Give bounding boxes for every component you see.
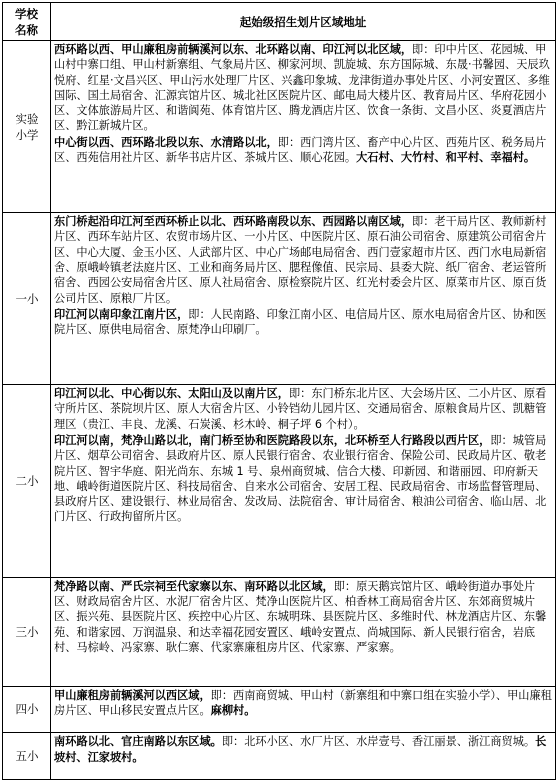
row-experimental-school [3,41,556,213]
school-zone-table [2,2,556,780]
zone-boundary: 中心街以西、西环路北段以东、水清路以北， [54,135,278,149]
header-row [3,3,556,41]
zone-boundary: 南环路以北、官庄南路以东区域。 [54,735,222,749]
zone-paragraph [54,135,553,166]
zone-description [51,41,556,213]
zone-paragraph [54,42,553,134]
zone-areas: 即：西南商贸城、甲山村（新寨组和中寨口组在实验小学）、甲山廉租房片区、甲山移民安置点片区。 [54,688,552,717]
zone-description [51,385,556,578]
row-school-2 [3,385,556,578]
zone-areas: 即：原天鹅宾馆片区、峨岭街道办事处片区、财政局宿舍片区、水泥厂宿舍片区、梵净山医院片区、柏香林工商局宿舍片区、东郊商贸城片区、振兴苑、县医院片区、疾控中心片区、东城明珠、县医院片区、多维时代、林龙酒店片区、东馨苑、和谐家园、万润温泉、和达幸福花园安置区、峨岭安置点、尚城国际、新人民银行宿舍，岩底村、马棕岭、冯家寨、耿仁寨、代家寨廉租房片区、代家寨、严家寨。 [54,579,547,654]
row-school-5 [3,733,556,780]
row-school-1 [3,213,556,385]
school-name-header-line2: 名称 [15,22,38,37]
school-name-header-line1: 学校 [15,6,38,21]
row-school-3 [3,577,556,686]
zone-boundary: 梵净路以南、严氏宗祠至代家寨以东、南环路以北区域， [54,579,334,593]
school-name-line: 三小 [15,624,39,639]
school-name-line: 二小 [15,473,39,488]
zone-description [51,213,556,385]
zone-areas: 即：印中片区、花园城、甲山村中寨口组、甲山村新寨组、气象局片区、柳家河坝、凯旋城、东方国际城、东晟·书馨园、天辰玖悦府、红星·文昌兴区、甲山污水处理厂片区、兴鑫印象城、龙津街道办事处片区、小河安置区、多维国际、国土局宿舍、汇源宾馆片区、城北社区医院片区、邮电局大楼片区、教育局片区、华府花园小区、文体旅游局片区、和谐阆苑、体育馆片区、腾龙酒店片区、饮食一条街、文昌小区、炎夏酒店片区、黔江新城片区。 [54,43,550,133]
zone-boundary: 东门桥起沿印江河至西环桥止以北、西环路南段以东、西园路以南区域， [54,215,413,229]
zone-areas: 即：北环小区、水厂片区、水岸壹号、香江丽景、浙江商贸城。 [221,735,536,749]
zone-description [51,577,556,686]
zone-description [51,733,556,780]
row-school-4 [3,686,556,733]
school-name-header [3,3,51,41]
school-name [3,385,51,578]
zone-boundary: 印江河以南印象江南片区， [54,307,189,321]
school-name [3,733,51,780]
zone-areas: 即：城管局片区、烟草公司宿舍、县政府片区、原人民银行宿舍、农业银行宿舍、保险公司、民政局片区、敬老院片区、智宇华庭、阳光尚东、东城 1 号、泉州商贸城、信合大楼、印新园、和谐丽园、印府新天地、峨岭街道医院片区、科技局宿舍、自来水公司宿舍、安居工程、民政局宿舍、市场监督管理局、县政府片区、建设银行、林业局宿舍、发改局、法院宿舍、审计局宿舍、粮油公司宿舍、临山居、北门片区、行政拘留所片区。 [54,433,547,524]
zone-paragraph [54,433,553,525]
zone-boundary: 印江河以南，梵净山路以北，南门桥至协和医院路段以东，北环桥至人行路段以西片区， [54,433,491,447]
zone-paragraph [54,214,553,306]
zone-paragraph [54,579,553,655]
school-name-line: 小学 [15,127,39,142]
zone-villages: 麻柳村。 [210,703,256,717]
school-name [3,686,51,733]
school-name-line: 实验 [15,111,39,126]
school-name [3,577,51,686]
zone-paragraph [54,734,553,765]
zone-paragraph [54,688,553,719]
school-name [3,213,51,385]
zone-areas: 即：西门湾片区、畜产中心片区、西苑片区、税务局片区、西苑信用社片区、新华书店片区、茶城片区、顺心花园。 [54,135,547,165]
zone-areas: 即：人民南路、印象江南小区、电信局片区、原水电局宿舍片区、协和医院片区、原供电局宿舍、原梵净山印刷厂。 [54,307,547,337]
zone-paragraph [54,386,553,432]
zone-villages: 大石村、大竹村、和平村、幸福村。 [356,151,536,165]
zone-boundary: 甲山廉租房前辆溪河以西区域， [54,688,211,702]
zone-areas: 即：东门桥东北片区、大会场片区、二小片区、原看守所片区、茶院坝片区、原人大宿舍片区、小铃铛幼儿园片区、交通局宿舍、原粮食局片区、凯糖管理区（贵江、丰良、龙溪、石炭溪、杉木岭、桐子坪 6 个村）。 [54,387,547,431]
school-name-line: 一小 [15,291,39,306]
area-header: 起始级招生划片区域地址 [51,3,556,41]
zone-villages: 长坡村、江家坡村。 [54,735,547,764]
school-name-line: 五小 [15,749,39,764]
zone-description [51,686,556,733]
zone-boundary: 印江河以北、中心街以东、太阳山及以南片区， [54,387,289,401]
school-name [3,41,51,213]
zone-paragraph [54,307,553,338]
school-name-line: 四小 [15,702,39,717]
zone-areas: 即：老干局片区、教师新村片区、西环车站片区、农贸市场片区、一小片区、中医院片区、原石油公司宿舍、原建筑公司宿舍片区、中心大厦、金玉小区、人武部片区、中心广场邮电局宿舍、西门壹家超市片区、西门水电局新宿舍、原峨岭镇老法庭片区、工业和商务局片区、腮程像值、民宗局、县委大院、纸厂宿舍、老运管所宿舍、西园公安局宿舍片区、原人社局宿舍、原检察院片区、红光村委会片区、原菜市片区、原百货公司片区、原粮厂片区。 [54,215,547,305]
zone-boundary: 西环路以西、甲山廉租房前辆溪河以东、北环路以南、印江河以北区域， [54,43,413,56]
